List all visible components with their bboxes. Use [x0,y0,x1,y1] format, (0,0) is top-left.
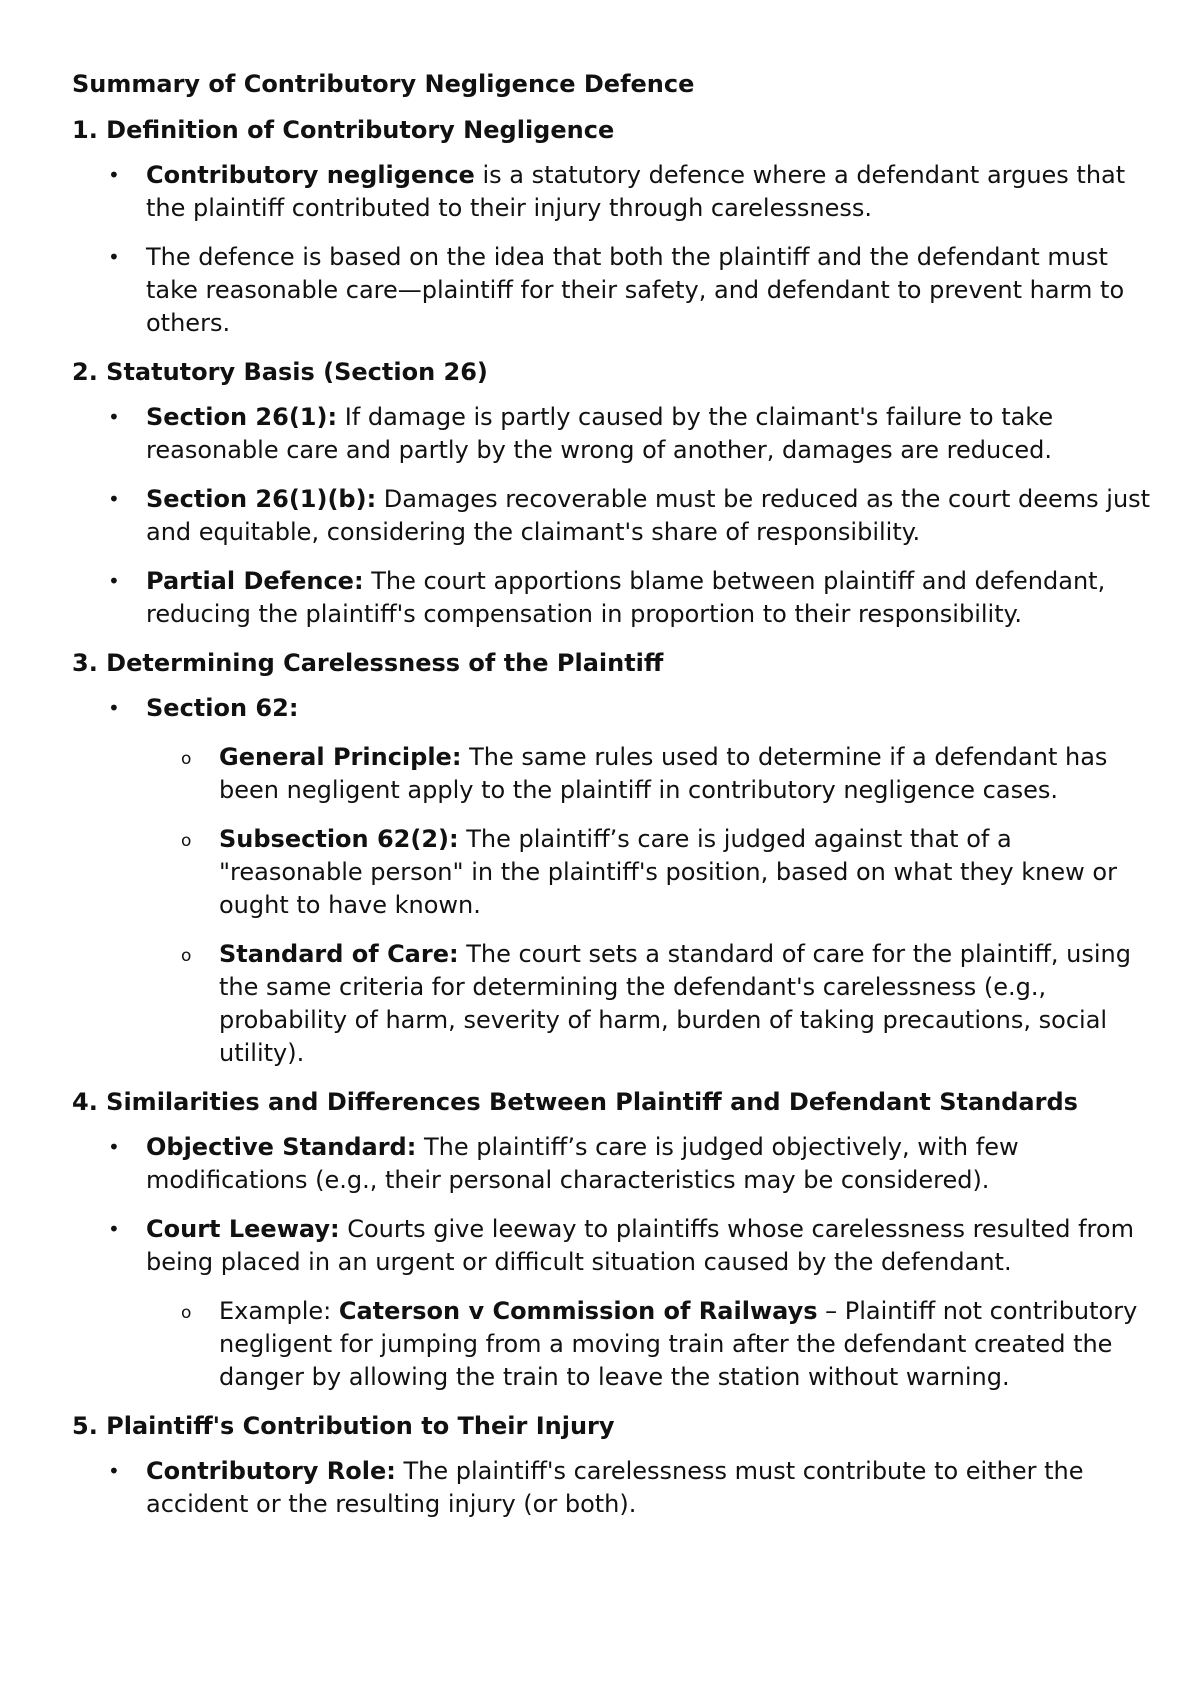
list-item [72,1213,1152,1279]
sub-list-item [72,938,1152,1070]
list-item [72,241,1152,340]
list-item [72,483,1152,549]
item-bold-label: Section 62: [146,694,299,722]
section-heading-4: 4. Similarities and Differences Between Plaintiff and Defendant Standards [72,1088,1078,1116]
item-bold-label: Section 26(1)(b): [146,485,377,513]
sub-list-item [72,741,1152,807]
item-text: If damage is partly caused by the claimant's failure to take reasonable care and partly by the wrong of another, damages are reduced. [146,403,1054,464]
list-item [72,1455,1152,1521]
section-heading-5: 5. Plaintiff's Contribution to Their Injury [72,1412,615,1440]
bullet-icon: • [108,1217,120,1241]
document-page [72,68,1152,1537]
sub-bullet-icon: o [181,946,192,966]
document-title: Summary of Contributory Negligence Defence [72,70,695,98]
case-name: Caterson v Commission of Railways [338,1297,818,1325]
item-bold-label: Contributory negligence [146,161,475,189]
list-item [72,565,1152,631]
sub-list-item [72,823,1152,922]
bullet-icon: • [108,163,120,187]
item-bold-label: Section 26(1): [146,403,338,431]
item-text: Damages recoverable must be reduced as the court deems just and equitable, considering the claimant's share of responsibility. [146,485,1151,546]
item-text: The plaintiff’s care is judged against that of a "reasonable person" in the plaintiff's position, based on what they knew or ought to have known. [219,825,1117,919]
item-text: Courts give leeway to plaintiffs whose carelessness resulted from being placed in an urgent or difficult situation caused by the defendant. [146,1215,1134,1276]
sub-bullet-icon: o [181,749,192,769]
sub-list-item [72,1295,1152,1394]
item-text: The plaintiff's carelessness must contribute to either the accident or the resulting injury (or both). [146,1457,1084,1518]
bullet-icon: • [108,569,120,593]
item-bold-label: Objective Standard: [146,1133,417,1161]
item-bold-label: Partial Defence: [146,567,364,595]
list-item [72,1131,1152,1197]
list-item [72,692,1152,725]
item-bold-label: Standard of Care: [219,940,459,968]
section-heading-3: 3. Determining Carelessness of the Plaintiff [72,649,664,677]
bullet-icon: • [108,487,120,511]
section-heading-2: 2. Statutory Basis (Section 26) [72,358,488,386]
item-text: The plaintiff’s care is judged objectively, with few modifications (e.g., their personal characteristics may be considered). [146,1133,1019,1194]
item-text: is a statutory defence where a defendant argues that the plaintiff contributed to their injury through carelessness. [146,161,1126,222]
list-item [72,159,1152,225]
item-text: The court apportions blame between plaintiff and defendant, reducing the plaintiff's compensation in proportion to their responsibility. [146,567,1106,628]
item-text: The defence is based on the idea that both the plaintiff and the defendant must take reasonable care—plaintiff for their safety, and defendant to prevent harm to others. [146,243,1125,337]
item-bold-label: Contributory Role: [146,1457,396,1485]
bullet-icon: • [108,696,120,720]
item-text: – Plaintiff not contributory negligent for jumping from a moving train after the defendant created the danger by allowing the train to leave the station without warning. [219,1297,1138,1391]
item-text: The court sets a standard of care for the plaintiff, using the same criteria for determining the defendant's carelessness (e.g., probability of harm, severity of harm, burden of taking precautions, social utility). [219,940,1131,1067]
bullet-icon: • [108,1135,120,1159]
item-bold-label: General Principle: [219,743,462,771]
sub-bullet-icon: o [181,831,192,851]
bullet-icon: • [108,405,120,429]
section-heading-1: 1. Definition of Contributory Negligence [72,116,615,144]
item-bold-label: Subsection 62(2): [219,825,459,853]
list-item [72,401,1152,467]
sub-bullet-icon: o [181,1303,192,1323]
item-text: The same rules used to determine if a defendant has been negligent apply to the plaintiff in contributory negligence cases. [219,743,1108,804]
item-prefix: Example: [219,1297,339,1325]
bullet-icon: • [108,245,120,269]
bullet-icon: • [108,1459,120,1483]
item-bold-label: Court Leeway: [146,1215,340,1243]
